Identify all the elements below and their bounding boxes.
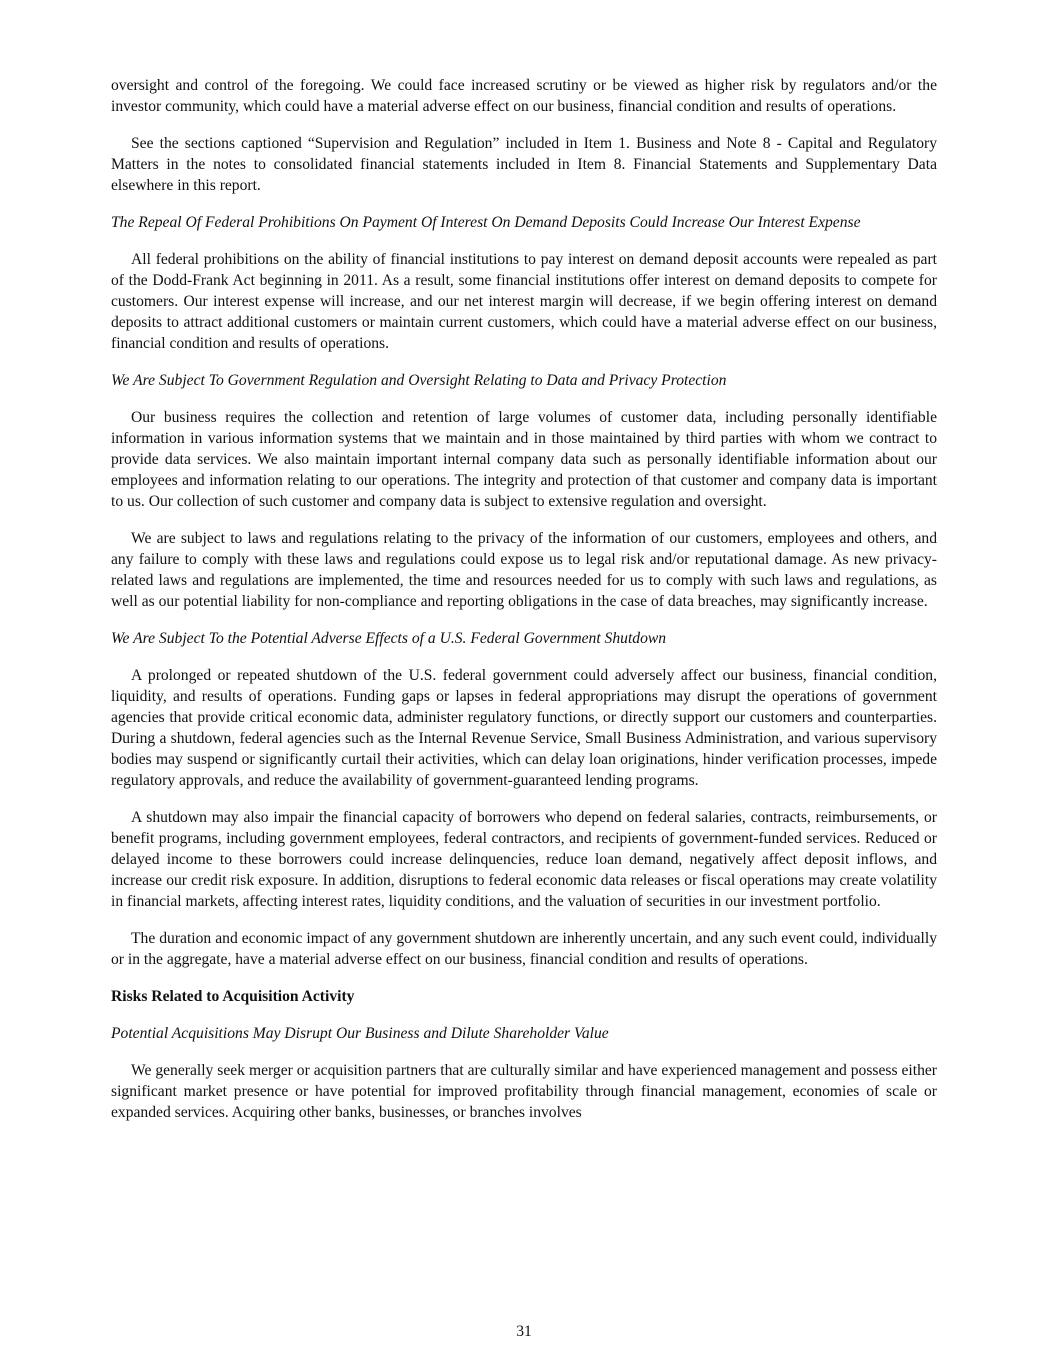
data-privacy-paragraph-2: We are subject to laws and regulations relating to the privacy of the information of our customers, employees and others, and any failure to comply with these laws and regulations could expose us to legal risk and/or reputational damage. As new privacy-related laws and regulations are implemented, the time and resources needed for us to comply with such laws and regulations, as well as our potential liability for non-compliance and reporting obligations in the case of data breaches, may significantly increase. bbox=[111, 530, 937, 610]
acquisition-paragraph: We generally seek merger or acquisition partners that are culturally similar and have experienced management and possess either significant market presence or have potential for improved profitability through financial management, economies of scale or expanded services. Acquiring other banks, businesses, or branches involves bbox=[111, 1062, 937, 1121]
heading-government-shutdown: We Are Subject To the Potential Adverse Effects of a U.S. Federal Government Shutdown bbox=[111, 630, 667, 647]
document-page bbox=[111, 75, 937, 1139]
see-sections-paragraph: See the sections captioned “Supervision and Regulation” included in Item 1. Business and Note 8 - Capital and Regulatory Matters in the notes to consolidated financial statements included in Item 8. Financial Statements and Supplementary Data elsewhere in this report. bbox=[111, 135, 937, 194]
heading-data-privacy: We Are Subject To Government Regulation and Oversight Relating to Data and Privacy Protection bbox=[111, 372, 727, 389]
heading-potential-acquisitions: Potential Acquisitions May Disrupt Our Business and Dilute Shareholder Value bbox=[111, 1025, 609, 1042]
section-heading-acquisition: Risks Related to Acquisition Activity bbox=[111, 988, 355, 1005]
demand-deposits-paragraph: All federal prohibitions on the ability of financial institutions to pay interest on demand deposit accounts were repealed as part of the Dodd-Frank Act beginning in 2011. As a result, some financial institutions offer interest on demand deposits to compete for customers. Our interest expense will increase, and our net interest margin will decrease, if we begin offering interest on demand deposits to attract additional customers or maintain current customers, which could have a material adverse effect on our business, financial condition and results of operations. bbox=[111, 251, 937, 352]
shutdown-paragraph-1: A prolonged or repeated shutdown of the U.S. federal government could adversely affect our business, financial condition, liquidity, and results of operations. Funding gaps or lapses in federal appropriations may disrupt the operations of government agencies that provide critical economic data, administer regulatory functions, or directly support our customers and counterparties. During a shutdown, federal agencies such as the Internal Revenue Service, Small Business Administration, and various supervisory bodies may suspend or significantly curtail their activities, which can delay loan originations, hinder verification processes, impede regulatory approvals, and reduce the availability of government-guaranteed lending programs. bbox=[111, 667, 937, 789]
heading-demand-deposits: The Repeal Of Federal Prohibitions On Payment Of Interest On Demand Deposits Could Increase Our Interest Expense bbox=[111, 214, 861, 231]
oversight-paragraph: oversight and control of the foregoing. We could face increased scrutiny or be viewed as higher risk by regulators and/or the investor community, which could have a material adverse effect on our business, financial condition and results of operations. bbox=[111, 77, 937, 115]
page-number: 31 bbox=[516, 1323, 532, 1340]
shutdown-paragraph-2: A shutdown may also impair the financial capacity of borrowers who depend on federal salaries, contracts, reimbursements, or benefit programs, including government employees, federal contractors, and recipients of government-funded services. Reduced or delayed income to these borrowers could increase delinquencies, reduce loan demand, negatively affect deposit inflows, and increase our credit risk exposure. In addition, disruptions to federal economic data releases or fiscal operations may create volatility in financial markets, affecting interest rates, liquidity conditions, and the valuation of securities in our investment portfolio. bbox=[111, 809, 937, 910]
shutdown-paragraph-3: The duration and economic impact of any government shutdown are inherently uncertain, and any such event could, individually or in the aggregate, have a material adverse effect on our business, financial condition and results of operations. bbox=[111, 930, 937, 968]
data-privacy-paragraph-1: Our business requires the collection and retention of large volumes of customer data, including personally identifiable information in various information systems that we maintain and in those maintained by third parties with whom we contract to provide data services. We also maintain important internal company data such as personally identifiable information about our employees and information relating to our operations. The integrity and protection of that customer and company data is important to us. Our collection of such customer and company data is subject to extensive regulation and oversight. bbox=[111, 409, 937, 510]
